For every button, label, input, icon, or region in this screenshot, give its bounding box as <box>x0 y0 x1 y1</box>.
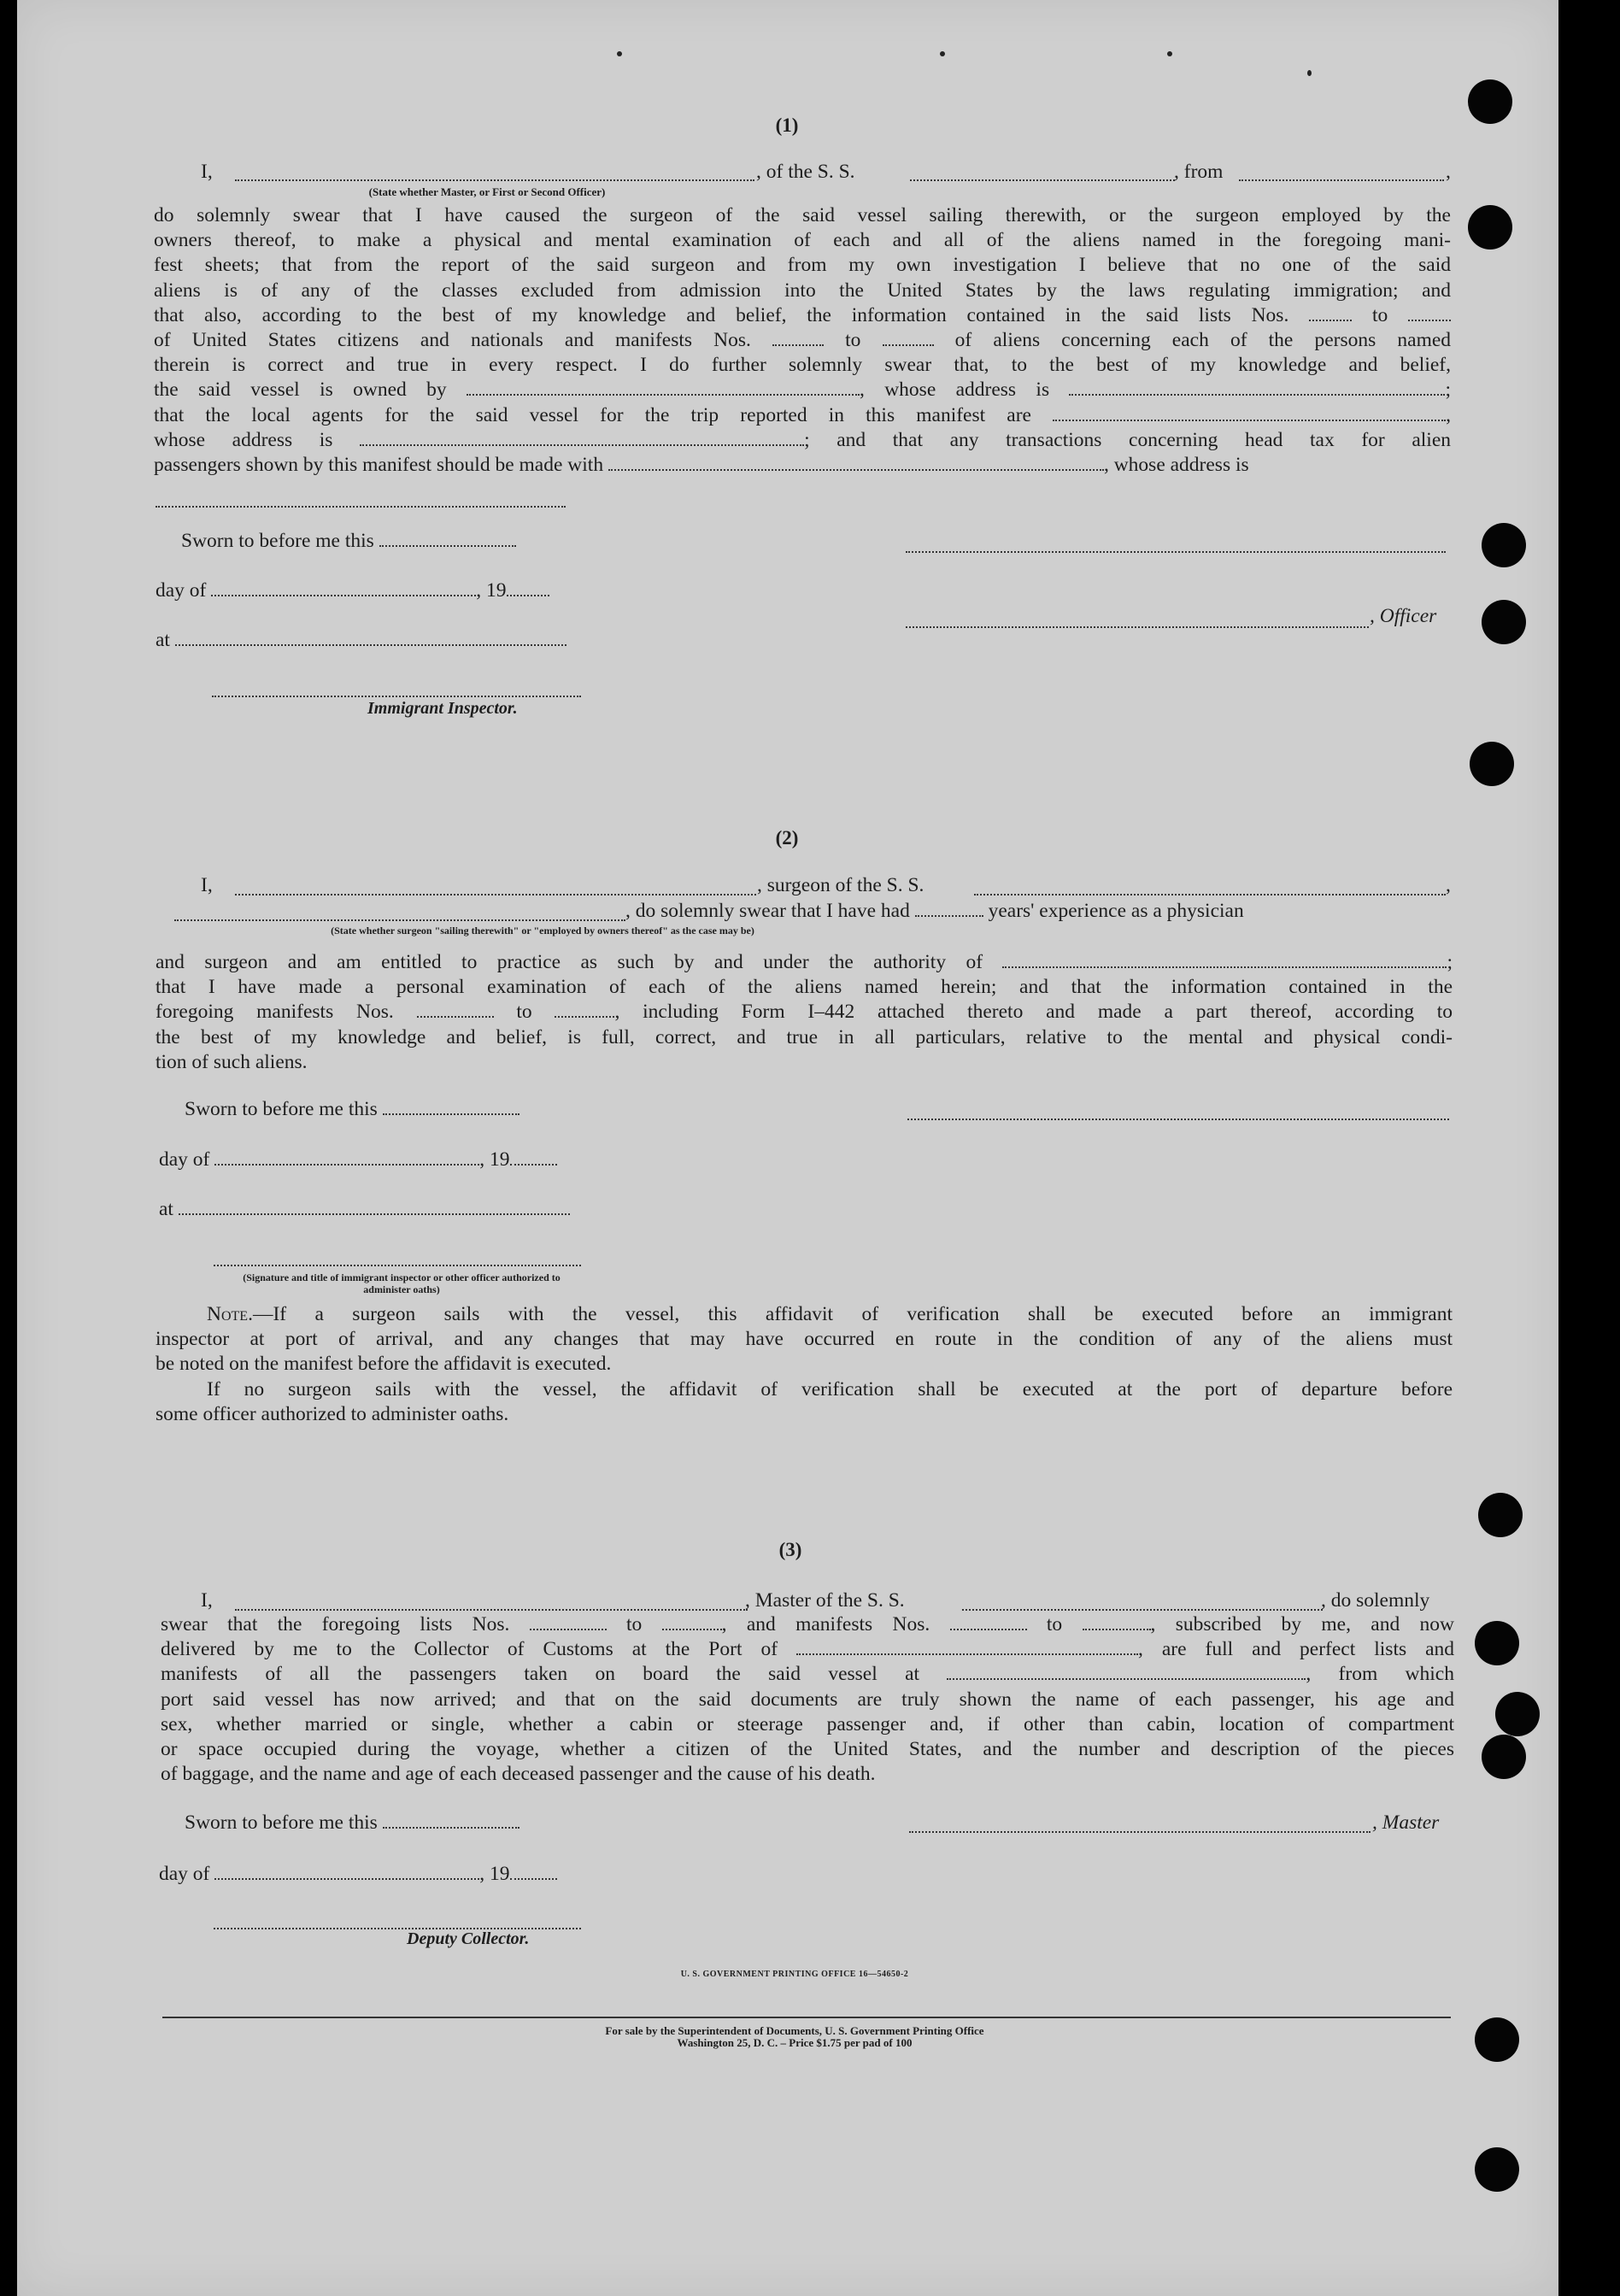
place-field[interactable] <box>179 1200 570 1215</box>
sale-line-1: For sale by the Superintendent of Documents, U. S. Government Printing Office <box>605 2024 984 2037</box>
body-line: or space occupied during the voyage, whether a citizen of the United States, and the number and description of the pieces <box>161 1738 1454 1761</box>
year-field[interactable] <box>507 581 549 596</box>
punch-hole <box>1475 2147 1519 2192</box>
sworn-label: Sworn to before me this <box>181 530 516 553</box>
head-tax-field[interactable] <box>608 455 1104 471</box>
punch-hole <box>1482 600 1526 644</box>
place-field[interactable] <box>175 631 566 646</box>
agents-field[interactable] <box>1053 406 1446 421</box>
body-line: sex, whether married or single, whether a cabin or steerage passenger and, if other than cabin, location of compartment <box>161 1712 1454 1735</box>
owner-field[interactable] <box>467 380 860 396</box>
agents-address-field[interactable] <box>360 431 804 446</box>
body-line: manifests of all the passengers taken on board the said vessel at , from which <box>161 1663 1454 1686</box>
punch-hole <box>1482 1735 1526 1779</box>
section3-first-line: I, <box>201 1589 213 1612</box>
body-line: foregoing manifests Nos. to , including Form I–442 attached thereto and made a part thereof, according to <box>156 1001 1453 1024</box>
section1-first-line: I, <box>201 161 213 183</box>
lists-from-field[interactable] <box>530 1615 607 1630</box>
experience-line: , do solemnly swear that I have had years' experience as a physician <box>625 900 1244 922</box>
sworn-label: Sworn to before me this <box>185 1098 519 1121</box>
sig-caption: (Signature and title of immigrant inspector or other officer authorized to administer oaths) <box>243 1271 561 1295</box>
manifests-from-field[interactable] <box>772 331 824 346</box>
section2-first-line: I, <box>201 874 213 896</box>
surgeon-type-field[interactable] <box>174 918 625 921</box>
punch-hole <box>1495 1692 1540 1736</box>
gpo-line: U. S. GOVERNMENT PRINTING OFFICE 16—54650-2 <box>680 1970 909 1979</box>
at-label: at <box>159 1198 570 1221</box>
end-comma: , <box>1446 874 1451 896</box>
master-of-label: , Master of the S. S. <box>745 1589 905 1612</box>
manifests-from-field[interactable] <box>950 1615 1027 1630</box>
manifest-to-field[interactable] <box>555 1002 614 1018</box>
sworn-label: Sworn to before me this <box>185 1812 519 1835</box>
punch-hole <box>1475 2017 1519 2062</box>
day-of-label: day of , 19 <box>156 579 549 602</box>
body-line: that also, according to the best of my knowledge and belief, the information contained in the said lists Nos. to <box>154 303 1451 328</box>
year-field[interactable] <box>510 1150 557 1166</box>
punch-hole <box>1478 1493 1523 1537</box>
footer-rule <box>162 2017 1451 2018</box>
body-line: aliens is of any of the classes excluded from admission into the United States by the laws regulating immigration; and <box>154 279 1451 302</box>
at-label: at <box>156 629 566 652</box>
owner-address-field[interactable] <box>1069 380 1445 396</box>
from-port-field[interactable] <box>1239 178 1444 181</box>
punch-hole <box>1475 1621 1519 1665</box>
punch-hole <box>1468 205 1512 250</box>
from-label: , from <box>1174 161 1224 183</box>
body-line: passengers shown by this manifest should be made with , whose address is <box>154 454 1249 477</box>
year-field[interactable] <box>510 1864 557 1880</box>
sworn-date-field[interactable] <box>383 1100 519 1115</box>
of-ss-label: , of the S. S. <box>756 161 855 183</box>
manifest-from-field[interactable] <box>417 1002 494 1018</box>
surgeon-ship-field[interactable] <box>974 892 1446 895</box>
lists-from-field[interactable] <box>1309 306 1352 321</box>
officer-name-field[interactable] <box>235 178 754 181</box>
ink-speck <box>1167 51 1172 56</box>
document-page <box>17 0 1558 2296</box>
officer-caption: (State whether Master, or First or Second Officer) <box>368 185 606 198</box>
note-line: inspector at port of arrival, and any changes that may have occurred en route in the condition of any of the aliens must <box>156 1328 1453 1351</box>
body-line: fest sheets; that from the report of the said surgeon and from my own investigation I believe that no one of the said <box>154 254 1451 277</box>
authorizer-signature-field[interactable] <box>214 1263 581 1266</box>
section1-heading: (1) <box>775 115 799 136</box>
note-line: be noted on the manifest before the affidavit is executed. <box>156 1353 612 1376</box>
day-of-label: day of , 19 <box>159 1863 557 1886</box>
body-line: the said vessel is owned by , whose address is ; <box>154 379 1452 402</box>
boarding-port-field[interactable] <box>947 1665 1306 1680</box>
surgeon-of-label: , surgeon of the S. S. <box>757 874 924 896</box>
body-line: that I have made a personal examination of each of the aliens named herein; and that the information contained in the <box>156 976 1453 999</box>
head-tax-address-field[interactable] <box>156 504 566 508</box>
section3-body <box>161 1612 1454 1787</box>
officer-label: , Officer <box>1370 605 1437 627</box>
surgeon-name-field[interactable] <box>235 892 756 895</box>
note-block <box>156 1302 1453 1427</box>
lists-to-field[interactable] <box>1408 306 1451 321</box>
inspector-signature-field[interactable] <box>212 694 581 697</box>
day-month-field[interactable] <box>214 1150 479 1166</box>
punch-hole <box>1470 742 1514 786</box>
note-line: some officer authorized to administer oaths. <box>156 1402 509 1425</box>
body-line: swear that the foregoing lists Nos. to , and manifests Nos. to , subscribed by me, and now <box>161 1613 1454 1635</box>
day-of-label: day of , 19 <box>159 1148 557 1171</box>
body-line: of baggage, and the name and age of each deceased passenger and the cause of his death. <box>161 1763 876 1786</box>
body-line: whose address is ; and that any transactions concerning head tax for alien <box>154 428 1452 451</box>
body-line: do solemnly swear that I have caused the surgeon of the said vessel sailing therewith, or the surgeon employed by the <box>154 204 1451 226</box>
body-line: tion of such aliens. <box>156 1050 308 1073</box>
punch-hole <box>1468 79 1512 124</box>
section2-body <box>156 950 1453 1075</box>
surgeon-caption: (State whether surgeon "sailing therewith" or "employed by owners thereof" as the case may be) <box>331 925 754 937</box>
manifests-to-field[interactable] <box>1083 1615 1151 1630</box>
surgeon-signature-field[interactable] <box>907 1117 1449 1120</box>
master-signature-field[interactable] <box>909 1829 1371 1833</box>
note-line: Note.—If a surgeon sails with the vessel, this affidavit of verification shall be executed before an immigrant <box>207 1303 1453 1325</box>
lists-to-field[interactable] <box>662 1615 722 1630</box>
section3-heading: (3) <box>778 1539 802 1560</box>
note-label: Note. <box>207 1303 253 1325</box>
master-ship-field[interactable] <box>962 1607 1323 1611</box>
ink-speck <box>1307 70 1312 76</box>
ink-speck <box>940 51 945 56</box>
authority-field[interactable] <box>1002 953 1447 968</box>
note-line: If no surgeon sails with the vessel, the affidavit of verification shall be executed at the port of departure before <box>207 1377 1453 1401</box>
body-line: therein is correct and true in every respect. I do further solemnly swear that, to the best of my knowledge and belief, <box>154 354 1451 377</box>
day-month-field[interactable] <box>214 1864 479 1880</box>
end-comma: , <box>1446 161 1451 183</box>
day-month-field[interactable] <box>211 581 476 596</box>
body-line: owners thereof, to make a physical and mental examination of each and all of the aliens named in the foregoing mani- <box>154 229 1451 252</box>
officer-signature-field-1[interactable] <box>906 549 1446 553</box>
ink-speck <box>617 51 622 56</box>
port-field[interactable] <box>796 1640 1138 1655</box>
ship-name-field[interactable] <box>910 178 1175 181</box>
body-line: port said vessel has now arrived; and that on the said documents are truly shown the name of each passenger, his age and <box>161 1688 1454 1711</box>
body-line: delivered by me to the Collector of Customs at the Port of , are full and perfect lists and <box>161 1638 1455 1661</box>
officer-signature-field-2[interactable] <box>906 625 1369 628</box>
body-line: that the local agents for the said vessel for the trip reported in this manifest are , <box>154 403 1452 426</box>
section1-body <box>154 203 1451 478</box>
sworn-date-field[interactable] <box>379 531 516 547</box>
body-line: of United States citizens and nationals and manifests Nos. to of aliens concerning each of the persons named <box>154 329 1452 352</box>
body-line: the best of my knowledge and belief, is full, correct, and true in all particulars, relative to the mental and physical condi- <box>156 1025 1453 1048</box>
master-name-field[interactable] <box>235 1607 748 1611</box>
deputy-caption: Deputy Collector. <box>407 1929 530 1948</box>
section2-heading: (2) <box>775 827 799 849</box>
sale-line-2: Washington 25, D. C. – Price $1.75 per pad of 100 <box>677 2036 913 2049</box>
body-line: and surgeon and am entitled to practice as such by and under the authority of ; <box>156 951 1453 973</box>
solemnly-label: , do solemnly <box>1321 1589 1430 1612</box>
inspector-caption: Immigrant Inspector. <box>367 699 518 718</box>
sworn-date-field[interactable] <box>383 1813 519 1829</box>
years-field[interactable] <box>915 901 983 917</box>
punch-hole <box>1482 523 1526 567</box>
master-label: , Master <box>1372 1812 1440 1834</box>
manifests-to-field[interactable] <box>883 331 934 346</box>
